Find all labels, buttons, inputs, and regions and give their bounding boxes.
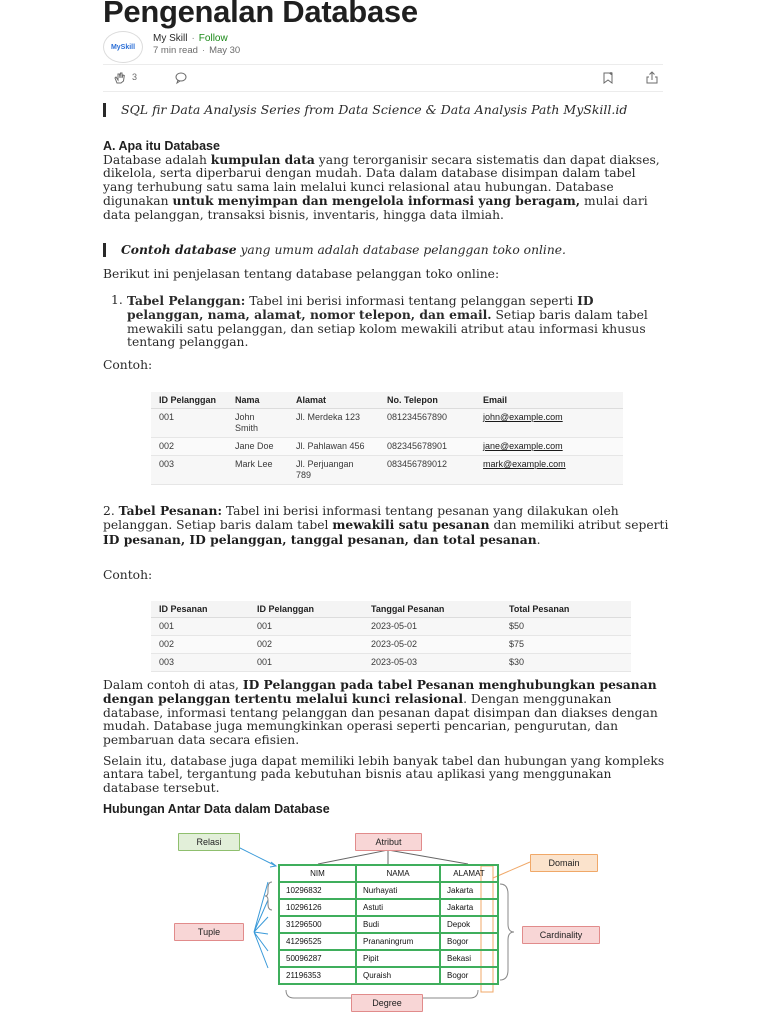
cell: 50096287 <box>279 950 356 967</box>
cell: Jl. Perjuangan 789 <box>288 456 379 485</box>
column-header: ID Pelanggan <box>249 601 363 618</box>
cell: 003 <box>151 654 249 672</box>
cell: Jakarta <box>440 899 498 916</box>
follow-button[interactable]: Follow <box>198 33 228 44</box>
column-header: ID Pesanan <box>151 601 249 618</box>
comment-icon[interactable] <box>174 71 188 85</box>
avatar[interactable] <box>103 31 143 63</box>
column-header: Alamat <box>288 392 379 409</box>
cell: 31296500 <box>279 916 356 933</box>
cell: Jl. Merdeka 123 <box>288 409 379 438</box>
cell: 2023-05-03 <box>363 654 501 672</box>
table-row <box>279 882 498 899</box>
cell: 10296832 <box>279 882 356 899</box>
list-item: 1. Tabel Pelanggan: Tabel ini berisi informasi tentang pelanggan seperti ID pelanggan, nama, alamat, nomor telepon, dan email. Setiap baris dalam tabel mewakili satu pelanggan, dan setiap kolom mewakili atribut atau informasi khusus tentang pelanggan. <box>111 293 648 350</box>
table-row <box>151 409 623 438</box>
table-row <box>279 899 498 916</box>
label-degree: Degree <box>351 994 423 1012</box>
column-header: ALAMAT <box>440 865 498 882</box>
cell: 21196353 <box>279 967 356 984</box>
table-row <box>151 636 631 654</box>
cell: Pipit <box>356 950 440 967</box>
table-row <box>279 916 498 933</box>
cell: 001 <box>151 618 249 636</box>
example-quote: Contoh database yang umum adalah database pelanggan toko online. <box>103 243 687 257</box>
column-header: No. Telepon <box>379 392 475 409</box>
cell: Bekasi <box>440 950 498 967</box>
contoh-label: Contoh: <box>103 358 153 372</box>
cell: John Smith <box>227 409 288 438</box>
table-pesanan <box>151 601 631 672</box>
article-meta: 7 min read · May 30 <box>153 45 241 56</box>
cell: Budi <box>356 916 440 933</box>
read-time: 7 min read <box>153 45 198 56</box>
email-link[interactable]: mark@example.com <box>483 459 566 469</box>
paragraph-complex-tables: Selain itu, database juga dapat memiliki lebih banyak tabel dan hubungan yang kompleks antara tabel, tergantung pada kebutuhan bisnis atau aplikasi yang menggunakan database tersebut. <box>103 754 665 795</box>
action-bar <box>103 64 663 92</box>
paragraph-explanation: Dalam contoh di atas, ID Pelanggan pada tabel Pesanan menghubungkan pesanan dengan pelanggan tertentu melalui kunci relasional. Dengan menggunakan database, informasi tentang pelanggan dan pesanan dapat disimpan dan diakses dengan mudah. Database juga memungkinkan operasi seperti pencarian, pengurutan, dan pembaruan data secara efisien. <box>103 677 658 747</box>
cell: Prananingrum <box>356 933 440 950</box>
page-title: Pengenalan Database <box>103 0 418 29</box>
share-icon[interactable] <box>645 71 659 85</box>
table-row <box>279 950 498 967</box>
relation-diagram <box>168 822 608 1020</box>
cell: Jl. Pahlawan 456 <box>288 438 379 456</box>
cell: $30 <box>501 654 631 672</box>
column-header: Total Pesanan <box>501 601 631 618</box>
paragraph-tabel-pesanan: 2. Tabel Pesanan: Tabel ini berisi informasi tentang pesanan yang dilakukan oleh pelanggan. Setiap baris dalam tabel mewakili satu pesanan dan memiliki atribut seperti ID pesanan, ID pelanggan, tanggal pesanan, dan total pesanan. <box>103 503 669 547</box>
label-cardinality: Cardinality <box>522 926 600 944</box>
cell: Nurhayati <box>356 882 440 899</box>
clap-count: 3 <box>132 72 138 82</box>
table-row <box>151 654 631 672</box>
cell: Depok <box>440 916 498 933</box>
column-header: NIM <box>279 865 356 882</box>
cell: 2023-05-01 <box>363 618 501 636</box>
table-row <box>279 967 498 984</box>
cell: Jakarta <box>440 882 498 899</box>
section-heading: A. Apa itu Database <box>103 139 220 153</box>
paragraph-list-intro: Berikut ini penjelasan tentang database pelanggan toko online: <box>103 267 500 281</box>
table-row <box>151 618 631 636</box>
email-link[interactable]: jane@example.com <box>483 441 563 451</box>
label-tuple: Tuple <box>174 923 244 941</box>
cell: Mark Lee <box>227 456 288 485</box>
cell: $75 <box>501 636 631 654</box>
cell: Bogor <box>440 967 498 984</box>
label-domain: Domain <box>530 854 598 872</box>
cell: 10296126 <box>279 899 356 916</box>
cell: 41296525 <box>279 933 356 950</box>
bookmark-icon[interactable] <box>601 71 615 85</box>
paragraph-definition: Database adalah kumpulan data yang terorganisir secara sistematis dan dapat diakses, dikelola, serta diperbarui dengan mudah. Data dalam database disimpan dalam tabel yang terhubung satu sama lain melalui kunci relasional atau hubungan. Database digunakan untuk menyimpan dan mengelola informasi yang beragam, mulai dari data pelanggan, transaksi bisnis, inventaris, hingga data ilmiah. <box>103 152 660 222</box>
cell: 083456789012 <box>379 456 475 485</box>
cell: 002 <box>151 636 249 654</box>
table-pelanggan <box>151 392 623 485</box>
cell: Quraish <box>356 967 440 984</box>
column-header: ID Pelanggan <box>151 392 227 409</box>
publish-date: May 30 <box>209 45 241 56</box>
column-header: Email <box>475 392 623 409</box>
author-line: My Skill · Follow <box>153 33 228 44</box>
avatar-logo: MySkill <box>110 43 136 51</box>
cell: 001 <box>249 618 363 636</box>
cell: Jane Doe <box>227 438 288 456</box>
diagram-heading: Hubungan Antar Data dalam Database <box>103 802 330 816</box>
column-header: Tanggal Pesanan <box>363 601 501 618</box>
table-row <box>151 438 623 456</box>
column-header: NAMA <box>356 865 440 882</box>
email-link[interactable]: john@example.com <box>483 412 563 422</box>
column-header: Nama <box>227 392 288 409</box>
contoh-label: Contoh: <box>103 568 153 582</box>
author-name[interactable]: My Skill <box>153 33 188 44</box>
cell: 081234567890 <box>379 409 475 438</box>
cell: $50 <box>501 618 631 636</box>
cell: 003 <box>151 456 227 485</box>
cell: 002 <box>151 438 227 456</box>
cell: 002 <box>249 636 363 654</box>
table-row <box>151 456 623 485</box>
relation-table <box>278 864 499 985</box>
cell: Bogor <box>440 933 498 950</box>
label-relasi: Relasi <box>178 833 240 851</box>
cell: Astuti <box>356 899 440 916</box>
cell: 001 <box>151 409 227 438</box>
cell: 001 <box>249 654 363 672</box>
numbered-list <box>103 294 669 350</box>
cell: 2023-05-02 <box>363 636 501 654</box>
table-row <box>279 933 498 950</box>
clap-icon[interactable] <box>113 71 127 85</box>
intro-quote: SQL fir Data Analysis Series from Data Science & Data Analysis Path MySkill.id <box>103 103 661 117</box>
label-atribut: Atribut <box>355 833 422 851</box>
cell: 082345678901 <box>379 438 475 456</box>
